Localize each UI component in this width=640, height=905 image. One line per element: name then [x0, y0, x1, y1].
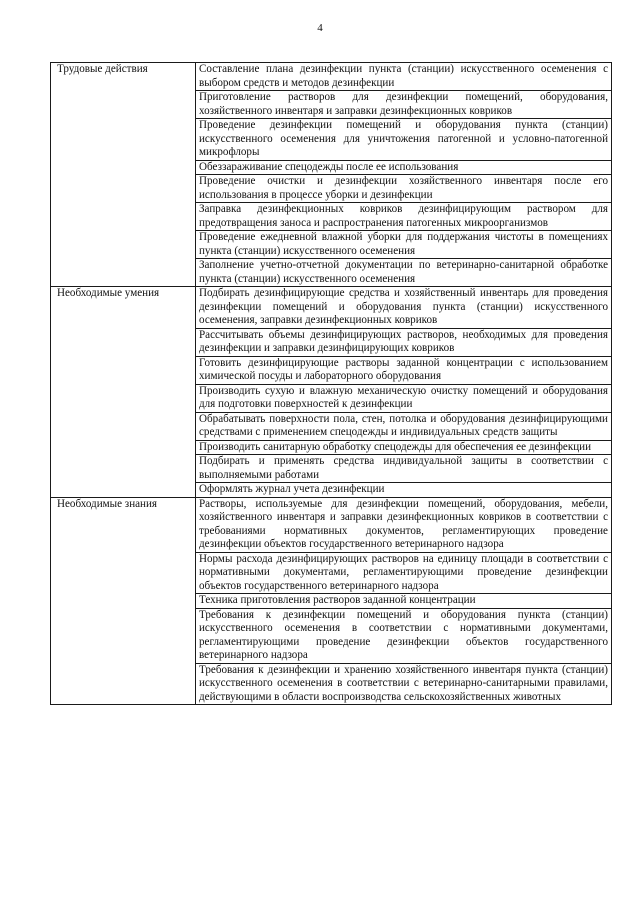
- table-row: [51, 497, 612, 552]
- table-cell: Готовить дезинфицирующие растворы заданной концентрации с использованием химической посуды и лабораторного оборудования: [196, 356, 612, 384]
- table-cell: Растворы, используемые для дезинфекции помещений, оборудования, мебели, хозяйственного инвентаря и заправки дезинфекционных ковриков в соответствии с требованиями нормативных документов, регламентирующих проведение дезинфекции объектов государственного ветеринарного надзора: [196, 497, 612, 552]
- table-cell: Рассчитывать объемы дезинфицирующих растворов, необходимых для проведения дезинфекции и заправки дезинфицирующих ковриков: [196, 328, 612, 356]
- table-cell: Заправка дезинфекционных ковриков дезинфицирующим раствором для предотвращения заноса и распространения патогенных микроорганизмов: [196, 203, 612, 231]
- table-cell: Производить сухую и влажную механическую очистку помещений и оборудования для подготовки поверхностей к дезинфекции: [196, 384, 612, 412]
- table-cell: Приготовление растворов для дезинфекции помещений, оборудования, хозяйственного инвентаря и заправки дезинфекционных ковриков: [196, 91, 612, 119]
- table-row: [51, 63, 612, 91]
- table-cell: Проведение дезинфекции помещений и оборудования пункта (станции) искусственного осеменения для уничтожения патогенной и условно-патогенной микрофлоры: [196, 119, 612, 161]
- table-cell: Производить санитарную обработку спецодежды для обеспечения ее дезинфекции: [196, 440, 612, 455]
- table-cell: Заполнение учетно-отчетной документации по ветеринарно-санитарной обработке пункта (станции) искусственного осеменения: [196, 259, 612, 287]
- category-labor-actions: Трудовые действия: [51, 63, 196, 287]
- table-cell: Подбирать и применять средства индивидуальной защиты в соответствии с выполняемыми работами: [196, 455, 612, 483]
- table-cell: Обрабатывать поверхности пола, стен, потолка и оборудования дезинфицирующими средствами с применением спецодежды и индивидуальных средств защиты: [196, 412, 612, 440]
- table-cell: Проведение ежедневной влажной уборки для поддержания чистоты в помещениях пункта (станции) искусственного осеменения: [196, 231, 612, 259]
- table-cell: Составление плана дезинфекции пункта (станции) искусственного осеменения с выбором средств и методов дезинфекции: [196, 63, 612, 91]
- table-cell: Оформлять журнал учета дезинфекции: [196, 483, 612, 498]
- table-cell: Обеззараживание спецодежды после ее использования: [196, 160, 612, 175]
- category-required-skills: Необходимые умения: [51, 287, 196, 498]
- table-cell: Требования к дезинфекции помещений и оборудования пункта (станции) искусственного осеменения в соответствии с нормативными документами, регламентирующими проведение дезинфекции объектов государственного ветеринарного надзора: [196, 608, 612, 663]
- table-row: [51, 287, 612, 329]
- table-cell: Нормы расхода дезинфицирующих растворов на единицу площади в соответствии с нормативными документами, регламентирующими проведение дезинфекции объектов государственного ветеринарного надзора: [196, 552, 612, 594]
- qualification-table: [50, 62, 612, 705]
- table-cell: Проведение очистки и дезинфекции хозяйственного инвентаря после его использования в процессе уборки и дезинфекции: [196, 175, 612, 203]
- category-required-knowledge: Необходимые знания: [51, 497, 196, 705]
- page-number: 4: [317, 22, 323, 34]
- table-cell: Требования к дезинфекции и хранению хозяйственного инвентаря пункта (станции) искусственного осеменения в соответствии с ветеринарно-санитарными правилами, действующими в области воспроизводства сельскохозяйственных животных: [196, 663, 612, 705]
- table-cell: Подбирать дезинфицирующие средства и хозяйственный инвентарь для проведения дезинфекции помещений и оборудования пункта (станции) искусственного осеменения, заправки дезинфекционных ковриков: [196, 287, 612, 329]
- table-cell: Техника приготовления растворов заданной концентрации: [196, 594, 612, 609]
